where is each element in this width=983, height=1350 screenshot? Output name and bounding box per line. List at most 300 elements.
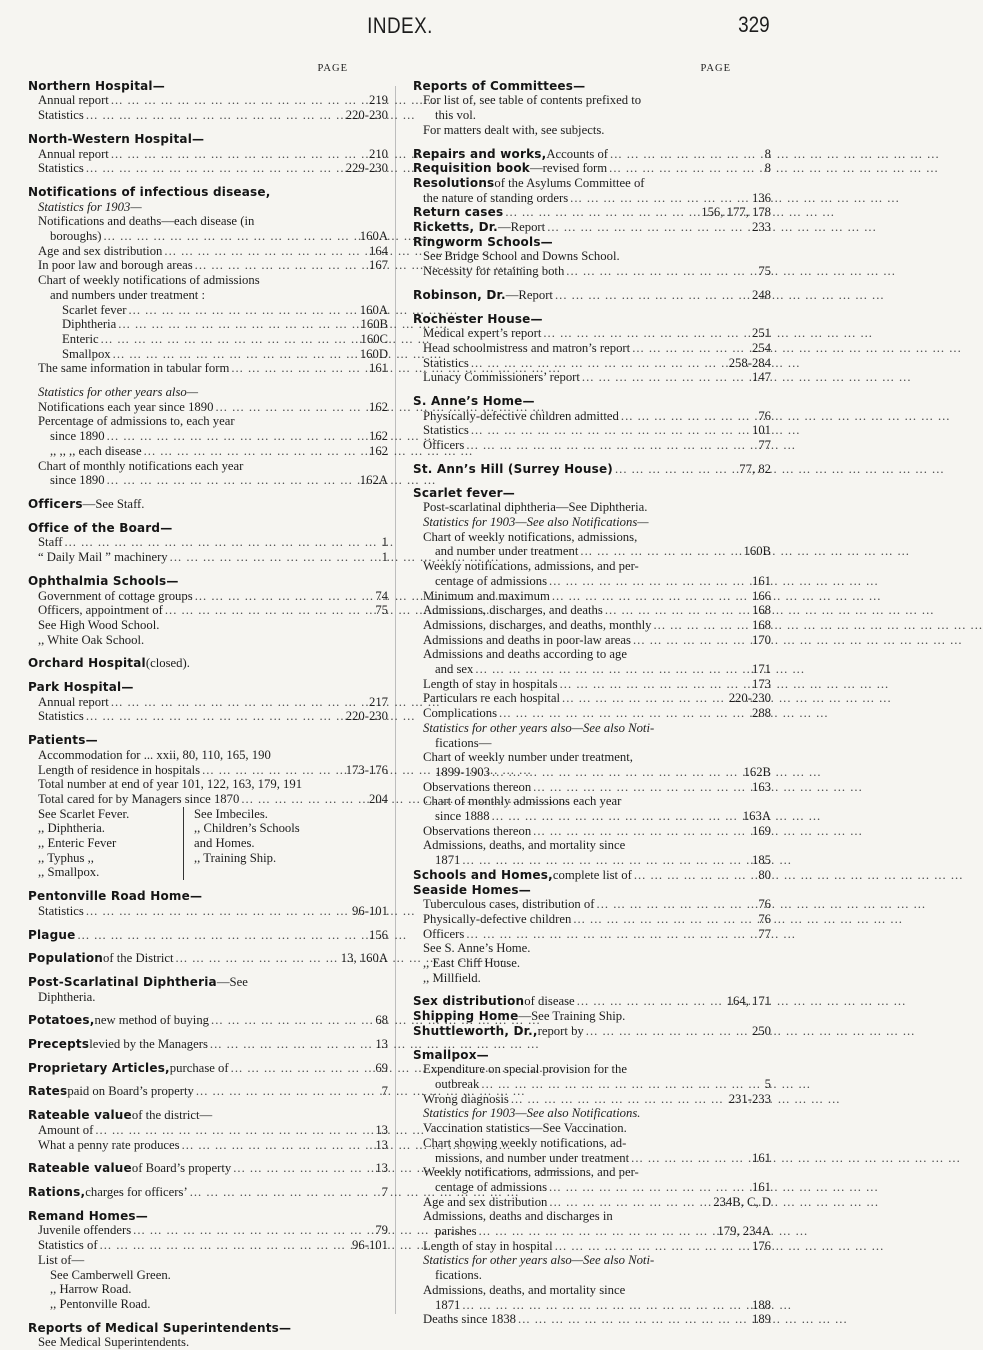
index-entry (28, 385, 388, 400)
index-entry (28, 288, 388, 303)
dot-leader (95, 1123, 373, 1138)
index-entry (28, 332, 388, 347)
entry-text: Officers (423, 926, 465, 941)
index-entry (28, 603, 388, 618)
index-heading (28, 574, 388, 589)
entry-text: Physically-defective children (423, 911, 572, 926)
dot-leader (549, 1180, 750, 1195)
heading-text: Potatoes, (28, 1013, 95, 1028)
index-entry (28, 93, 388, 108)
index-entry (413, 647, 771, 662)
heading-rest: of the District (103, 951, 174, 966)
index-entry (413, 662, 771, 677)
heading-rest: —Report (505, 287, 553, 302)
page-ref: 75 (758, 264, 771, 279)
see-also-item: ,, Typhus ,, (38, 850, 94, 865)
dot-leader (634, 868, 757, 883)
index-entry (413, 438, 771, 453)
page-ref: 161 (368, 361, 388, 376)
dot-leader (615, 462, 737, 477)
heading-text: Shuttleworth, Dr., (413, 1023, 538, 1038)
heading-text: Orchard Hospital (28, 656, 146, 671)
page-ref: 163 (751, 779, 771, 794)
page-ref: 162 (368, 399, 388, 414)
index-entry (413, 721, 771, 736)
page-ref: 234B, C, D (713, 1194, 771, 1209)
index-entry (28, 550, 388, 565)
dot-leader (196, 1084, 380, 1099)
dot-leader (107, 429, 367, 444)
index-heading (413, 312, 771, 327)
index-entry (413, 1268, 771, 1283)
index-heading (28, 1037, 388, 1052)
heading-rest: complete list of (552, 867, 632, 882)
page-ref: 161 (751, 1179, 771, 1194)
dot-leader (111, 93, 367, 108)
dot-leader (533, 824, 750, 839)
index-entry (413, 1151, 771, 1166)
entry-text: See Medical Superintendents. (38, 1335, 190, 1350)
entry-text: Expenditure on special provision for the (423, 1062, 628, 1077)
heading-text: Reports of Medical Superintendents— (28, 1320, 292, 1335)
index-entry (28, 633, 388, 648)
entry-text: Government of cottage groups (38, 588, 193, 603)
page-ref: 164, 171 (726, 994, 771, 1009)
index-entry (413, 824, 771, 839)
entry-text: 1871 (435, 1297, 461, 1312)
page-ref: 147 (751, 370, 771, 385)
dot-leader (195, 258, 367, 273)
entry-text: Statistics for 1903— (38, 199, 142, 214)
index-entry (413, 341, 771, 356)
index-entry (413, 633, 771, 648)
entry-text: 1899-1903 (435, 764, 490, 779)
dot-leader (573, 912, 756, 927)
index-entry (413, 927, 771, 942)
entry-text: Age and sex distribution (38, 243, 163, 258)
index-entry (28, 535, 388, 550)
index-entry (28, 429, 388, 444)
index-entry (28, 1138, 388, 1153)
heading-text: Remand Homes— (28, 1208, 148, 1223)
entry-text: centage of admissions (435, 1179, 548, 1194)
entry-text: Head schoolmistress and matron’s report (423, 340, 631, 355)
entry-text: this vol. (435, 108, 476, 123)
index-entry (413, 794, 771, 809)
entry-text: ,, Millfield. (423, 970, 481, 985)
heading-text: Population (28, 951, 104, 966)
dot-leader (552, 589, 750, 604)
dot-leader (202, 763, 344, 778)
index-entry (28, 459, 388, 474)
page-ref: 75 (375, 603, 388, 618)
page-ref: 229-230 (345, 161, 388, 176)
dot-leader (176, 951, 339, 966)
entry-text: Chart of weekly number under treatment, (423, 750, 633, 765)
dot-leader (511, 1092, 727, 1107)
index-entry (413, 370, 771, 385)
entry-text: Statistics of (38, 1238, 98, 1253)
index-entry (413, 93, 771, 108)
page-ref: 7 (381, 1185, 388, 1199)
see-also-block (28, 807, 388, 881)
dot-leader (499, 706, 750, 721)
page-ref: 163A (742, 809, 771, 824)
dot-leader (144, 444, 367, 459)
dot-leader (211, 1013, 373, 1028)
index-entry (413, 618, 771, 633)
index-entry (413, 838, 771, 853)
heading-text: Robinson, Dr. (413, 287, 506, 302)
see-also-item: and Homes. (194, 836, 255, 851)
index-entry (413, 750, 771, 765)
index-heading (28, 1108, 388, 1123)
page-ref: 1 (381, 550, 388, 565)
page-ref: 69 (375, 1060, 388, 1075)
index-entry (28, 147, 388, 162)
dot-leader (111, 147, 367, 162)
index-entry (413, 956, 771, 971)
index-entry (413, 971, 771, 986)
index-heading (413, 220, 771, 235)
dot-leader (231, 1061, 374, 1076)
dot-leader (462, 853, 750, 868)
entry-text: and number under treatment (435, 544, 579, 559)
heading-text: Office of the Board— (28, 520, 173, 535)
dot-leader (549, 574, 750, 589)
dot-leader (577, 994, 725, 1009)
index-entry (28, 1238, 388, 1253)
index-entry (28, 904, 388, 919)
entry-text: Observations thereon (423, 779, 532, 794)
index-entry (413, 559, 771, 574)
dot-leader (492, 765, 742, 780)
heading-text: St. Ann’s Hill (Surrey House) (413, 461, 613, 476)
heading-rest: —See Staff. (82, 496, 145, 511)
page-ref: 77 (758, 926, 771, 941)
entry-text: Post-scarlatinal diphtheria—See Diphtheria. (423, 500, 648, 515)
dot-leader (165, 603, 373, 618)
heading-text: Notifications of infectious disease, (28, 184, 271, 199)
heading-text: Requisition book (413, 161, 530, 176)
heading-text: Precepts (28, 1037, 90, 1052)
entry-text: Length of stay in hospital (423, 1238, 553, 1253)
index-entry (413, 515, 771, 530)
page-ref: 258-284 (728, 355, 771, 370)
heading-rest: purchase of (169, 1060, 229, 1075)
entry-text: parishes (435, 1224, 477, 1239)
page-ref: 170 (751, 632, 771, 647)
dot-leader (471, 423, 750, 438)
dot-leader (492, 809, 741, 824)
index-heading (413, 1024, 771, 1039)
see-also-item: ,, Diphtheria. (38, 821, 105, 836)
entry-text: ,, East Cliff House. (423, 956, 521, 971)
index-entry (413, 736, 771, 751)
dot-leader (582, 370, 750, 385)
page-ref: 160B (743, 544, 771, 559)
dot-leader (210, 1037, 373, 1052)
entry-text: Diphtheria. (38, 989, 96, 1004)
dot-leader (118, 317, 358, 332)
heading-text: Smallpox— (413, 1047, 489, 1062)
heading-text: Schools and Homes, (413, 867, 553, 882)
heading-text: Rates (28, 1084, 68, 1099)
entry-text: Physically-defective children admitted (423, 408, 619, 423)
page-ref: 173 (751, 676, 771, 691)
index-entry (413, 356, 771, 371)
entry-text: Statistics for other years also— (38, 385, 199, 400)
index-entry (413, 912, 771, 927)
index-entry (28, 1268, 388, 1283)
entry-text: Annual report (38, 694, 109, 709)
entry-text: Observations thereon (423, 823, 532, 838)
index-heading (413, 288, 771, 303)
index-entry (28, 589, 388, 604)
heading-text: Resolutions (413, 175, 495, 190)
dot-leader (518, 1312, 750, 1327)
index-entry (28, 161, 388, 176)
page-ref: 76 (758, 897, 771, 912)
page-ref: 168 (751, 617, 771, 632)
index-heading (413, 486, 771, 501)
page-ref: 166 (751, 588, 771, 603)
index-entry (413, 1239, 771, 1254)
index-heading (413, 462, 771, 477)
index-column-left (28, 62, 388, 1350)
index-entry (413, 191, 771, 206)
page-ref: 96-101 (352, 1238, 388, 1253)
entry-text: the nature of standing orders (423, 190, 569, 205)
index-heading (28, 889, 388, 904)
entry-text: boroughs) (50, 229, 102, 244)
page-column-label: PAGE (700, 63, 731, 74)
entry-text: outbreak (435, 1077, 480, 1091)
see-also-item: ,, Smallpox. (38, 865, 100, 880)
dot-leader (86, 904, 350, 919)
entry-text: Total cared for by Managers since 1870 (38, 791, 240, 806)
index-heading (413, 868, 771, 883)
index-entry (413, 1209, 771, 1224)
index-entry (28, 1282, 388, 1297)
index-entry (413, 1121, 771, 1136)
page-ref: 13, 160A (340, 951, 388, 966)
page-ref: 220-230 (728, 691, 771, 706)
dot-leader (570, 191, 750, 206)
entry-text: Complications (423, 706, 498, 721)
index-heading (413, 161, 771, 176)
dot-leader (505, 205, 699, 220)
entry-text: and sex (435, 662, 474, 677)
entry-text: Chart of monthly notifications each year (38, 458, 244, 473)
entry-text: Notifications and deaths—each disease (in (38, 214, 255, 229)
index-entry (413, 544, 771, 559)
page-ref: 171 (751, 662, 771, 677)
see-also-item: See Scarlet Fever. (38, 806, 130, 821)
entry-text: Minimum and maximum (423, 588, 550, 603)
entry-text: ,, Harrow Road. (50, 1282, 132, 1297)
entry-text: Amount of (38, 1122, 94, 1137)
dot-leader (86, 161, 344, 176)
entry-text: Statistics (38, 108, 84, 123)
entry-text: 1871 (435, 853, 461, 868)
entry-text: since 1890 (50, 429, 105, 444)
index-heading (28, 132, 388, 147)
entry-text: ,, White Oak School. (38, 632, 145, 647)
entry-text: For list of, see table of contents prefixed to (423, 93, 642, 108)
entry-text: Statistics for other years also—See also Noti- (423, 720, 655, 735)
index-entry (28, 361, 388, 376)
see-also-item: ,, Enteric Fever (38, 836, 117, 851)
entry-text: Admissions and deaths according to age (423, 647, 628, 662)
page-number: 329 (738, 12, 770, 37)
page-ref: 250 (751, 1023, 771, 1038)
index-entry (28, 1253, 388, 1268)
heading-rest: charges for officers’ (85, 1185, 188, 1199)
index-entry (413, 1062, 771, 1077)
dot-leader (195, 589, 374, 604)
index-entry (28, 695, 388, 710)
heading-rest: —See (216, 974, 248, 989)
page-ref: 13 (375, 1122, 388, 1137)
page-ref: 231-233 (728, 1091, 771, 1106)
heading-text: Officers (28, 496, 83, 511)
dot-leader (475, 662, 750, 677)
index-entry (413, 108, 771, 123)
entry-text: Weekly notifications, admissions, and per- (423, 1165, 639, 1180)
index-entry (28, 777, 388, 792)
index-heading (413, 394, 771, 409)
index-heading (28, 185, 388, 200)
dot-leader (182, 1138, 374, 1153)
index-heading (28, 497, 388, 512)
entry-text: In poor law and borough areas (38, 258, 193, 273)
index-heading (413, 235, 771, 250)
heading-text: Patients— (28, 733, 98, 748)
page-ref: 220-230 (345, 108, 388, 123)
entry-text: fications. (435, 1268, 482, 1283)
dot-leader (466, 927, 756, 942)
index-entry (413, 691, 771, 706)
index-entry (413, 326, 771, 341)
heading-text: Post-Scarlatinal Diphtheria (28, 974, 217, 989)
index-entry (28, 214, 388, 229)
dot-leader (597, 897, 757, 912)
index-entry (413, 123, 771, 138)
index-heading (28, 656, 388, 671)
index-entry (28, 1297, 388, 1312)
index-entry (413, 574, 771, 589)
index-entry (413, 423, 771, 438)
index-entry (28, 990, 388, 1005)
page-ref: 13 (375, 1161, 388, 1176)
page-ref: 76 (758, 408, 771, 423)
heading-text: Rateable value (28, 1161, 132, 1176)
heading-text: Reports of Committees— (413, 78, 586, 93)
index-entry (413, 264, 771, 279)
entry-text: See S. Anne’s Home. (423, 941, 531, 956)
index-entry (28, 108, 388, 123)
dot-leader (215, 400, 367, 415)
heading-rest: —revised form (529, 161, 608, 176)
index-column-right (413, 62, 771, 1327)
heading-text: Repairs and works, (413, 146, 547, 161)
page-ref: 176 (751, 1238, 771, 1253)
dot-leader (462, 1298, 750, 1313)
dot-leader (631, 1151, 750, 1166)
index-entry (28, 200, 388, 215)
page-ref: 179, 234A (717, 1224, 771, 1239)
page-ref: 185 (751, 853, 771, 868)
entry-text: Notifications each year since 1890 (38, 399, 214, 414)
entry-text: Admissions, discharges, and deaths, monthly (423, 617, 652, 632)
page-ref: 160C (360, 331, 388, 346)
index-entry (413, 530, 771, 545)
entry-text: Statistics (38, 709, 84, 724)
entry-text: Medical expert’s report (423, 326, 542, 341)
page-ref: 254 (751, 340, 771, 355)
see-also-list (38, 807, 184, 881)
page-ref: 233 (751, 220, 771, 235)
dot-leader (133, 1223, 373, 1238)
dot-leader (479, 1224, 716, 1239)
index-entry (28, 618, 388, 633)
page-ref: 169 (751, 823, 771, 838)
index-heading (413, 79, 771, 94)
page-ref: 162A (359, 473, 388, 488)
heading-text: Park Hospital— (28, 680, 134, 695)
heading-text: Scarlet fever— (413, 485, 515, 500)
entry-text: Admissions and deaths in poor-law areas (423, 632, 631, 647)
page-ref: 162 (368, 443, 388, 458)
entry-text: Chart of monthly admissions each year (423, 794, 622, 809)
entry-text: Lunacy Commissioners’ report (423, 370, 580, 385)
page-ref: 5 (764, 1077, 771, 1091)
heading-text: S. Anne’s Home— (413, 394, 535, 409)
entry-text: Statistics (423, 355, 469, 370)
index-heading (28, 680, 388, 695)
heading-rest: paid on Board’s property (67, 1084, 194, 1099)
entry-text: Statistics (38, 161, 84, 176)
heading-text: Rations, (28, 1185, 86, 1199)
page-ref: 217 (368, 694, 388, 709)
entry-text: Necessity for retaining both (423, 264, 565, 279)
index-entry (413, 780, 771, 795)
dot-leader (100, 1238, 350, 1253)
page-ref: 164 (368, 243, 388, 258)
index-heading (28, 928, 388, 943)
dot-leader (86, 709, 344, 724)
page-ref: 8 (764, 161, 771, 176)
dot-leader (231, 361, 367, 376)
dot-leader (562, 691, 727, 706)
see-also-list (194, 807, 388, 881)
index-entry (413, 1224, 771, 1239)
index-heading (28, 975, 388, 990)
entry-text: Statistics (423, 423, 469, 438)
entry-text: Scarlet fever (62, 302, 127, 317)
entry-text: Admissions, deaths, and mortality since (423, 838, 626, 853)
index-entry (413, 677, 771, 692)
heading-rest: —See Training Ship. (518, 1009, 626, 1024)
entry-text: See Camberwell Green. (50, 1267, 171, 1282)
index-heading (28, 1013, 388, 1028)
page-ref: 156 (368, 927, 388, 942)
index-entry (28, 709, 388, 724)
page-ref: 77 (758, 438, 771, 453)
dot-leader (543, 326, 750, 341)
dot-leader (533, 780, 750, 795)
